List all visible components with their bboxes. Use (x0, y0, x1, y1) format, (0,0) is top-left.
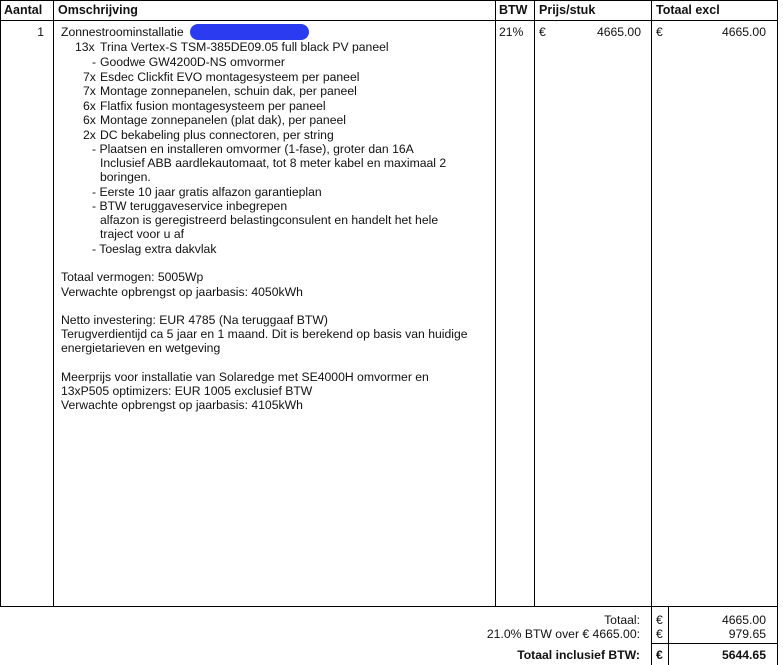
service-line: - BTW teruggaveservice inbegrepen (92, 199, 288, 213)
row-aantal: 1 (37, 25, 44, 39)
header-btw: BTW (499, 3, 528, 17)
redaction-mark (190, 24, 309, 40)
item-qty: - (92, 55, 97, 69)
note-line: Verwachte opbrengst op jaarbasis: 4105kWh (61, 398, 303, 412)
header-prijs: Prijs/stuk (539, 3, 596, 17)
row-prijs-value: 4665.00 (596, 25, 641, 39)
service-line: Inclusief ABB aardlekautomaat, tot 8 meter kabel en maximaal 2 (100, 156, 447, 170)
service-line: - Toeslag extra dakvlak (92, 242, 217, 256)
table-border-top (0, 0, 778, 1)
row-totaal-value: 4665.00 (721, 25, 766, 39)
item-text: Montage zonnepanelen (plat dak), per paneel (100, 113, 346, 127)
col-divider-3 (534, 0, 535, 607)
totaal-currency: € (656, 613, 663, 627)
euro-col-divider (668, 607, 669, 665)
col-divider-1 (53, 0, 54, 607)
row-btw: 21% (499, 25, 524, 39)
header-omschrijving: Omschrijving (58, 3, 138, 17)
row-totaal-currency: € (656, 25, 663, 39)
totals-divider (651, 643, 778, 644)
item-text: Montage zonnepanelen, schuin dak, per paneel (100, 84, 357, 98)
incl-label: Totaal inclusief BTW: (517, 648, 640, 662)
service-line: - Eerste 10 jaar gratis alfazon garantieplan (92, 185, 322, 199)
incl-currency: € (656, 648, 663, 662)
note-line: Netto investering: EUR 4785 (Na teruggaaf BTW) (61, 313, 328, 327)
item-qty: 7x (83, 84, 96, 98)
table-border-left (0, 0, 1, 607)
item-qty: 6x (83, 113, 96, 127)
item-qty: 7x (83, 70, 96, 84)
header-totaal: Totaal excl (656, 3, 720, 17)
note-line: Totaal vermogen: 5005Wp (61, 270, 204, 284)
item-text: DC bekabeling plus connectoren, per string (100, 128, 334, 142)
service-line: boringen. (100, 170, 151, 184)
incl-value: 5644.65 (721, 648, 766, 662)
note-line: energietarieven en wetgeving (61, 341, 221, 355)
btw-value: 979.65 (728, 627, 766, 641)
item-text: Goodwe GW4200D-NS omvormer (100, 55, 285, 69)
item-qty: 6x (83, 99, 96, 113)
service-line: alfazon is geregistreerd belastingconsulent en handelt het hele (100, 213, 439, 227)
body-bottom-border (0, 606, 778, 607)
col-divider-4 (651, 0, 652, 665)
row-title: Zonnestroominstallatie (61, 25, 184, 39)
service-line: - Plaatsen en installeren omvormer (1-fase), groter dan 16A (92, 142, 414, 156)
item-qty: 2x (83, 128, 96, 142)
note-line: Terugverdientijd ca 5 jaar en 1 maand. Dit is berekend op basis van huidige (61, 327, 468, 341)
item-text: Trina Vertex-S TSM-385DE09.05 full black PV paneel (100, 40, 389, 54)
row-prijs-currency: € (539, 25, 546, 39)
item-qty: 13x (75, 40, 95, 54)
btw-label: 21.0% BTW over € 4665.00: (486, 627, 640, 641)
item-text: Esdec Clickfit EVO montagesysteem per paneel (100, 70, 360, 84)
totaal-label: Totaal: (604, 613, 640, 627)
header-aantal: Aantal (4, 3, 43, 17)
note-line: Verwachte opbrengst op jaarbasis: 4050kWh (61, 285, 303, 299)
note-line: 13xP505 optimizers: EUR 1005 exclusief BTW (61, 384, 313, 398)
note-line: Meerprijs voor installatie van Solaredge met SE4000H omvormer en (61, 370, 429, 384)
service-line: traject voor u af (100, 227, 184, 241)
header-bottom-border (0, 20, 778, 21)
col-divider-2 (495, 0, 496, 607)
table-border-right (777, 0, 778, 665)
item-text: Flatfix fusion montagesysteem per paneel (100, 99, 326, 113)
totaal-value: 4665.00 (721, 613, 766, 627)
btw-currency: € (656, 627, 663, 641)
